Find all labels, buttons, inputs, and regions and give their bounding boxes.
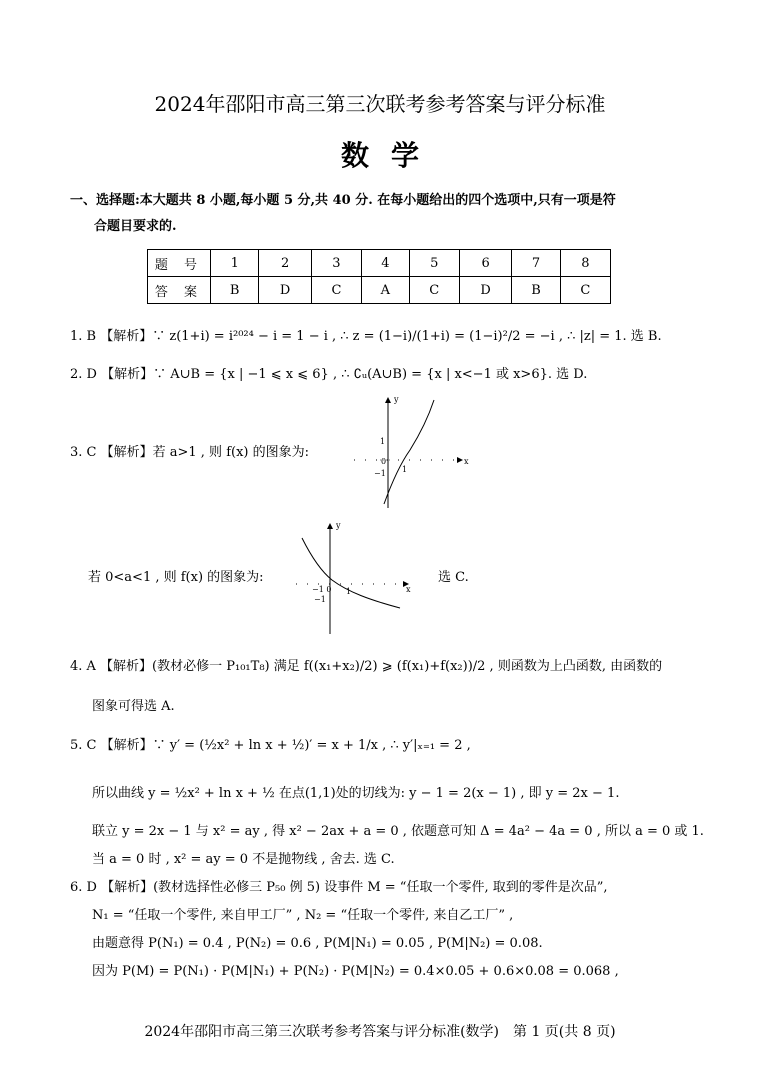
y-axis-label: y <box>336 521 341 530</box>
origin-label: −1 0 <box>312 585 332 594</box>
table-cell: 1 <box>211 250 259 277</box>
tick-label: −1 <box>314 595 326 604</box>
table-cell: B <box>211 277 259 304</box>
solution-q3-choice: 选 C. <box>438 570 469 585</box>
page-footer: 2024年邵阳市高三第三次联考参考答案与评分标准(数学) 第 1 页(共 8 页) <box>144 1024 616 1040</box>
x-axis-label: x <box>464 457 469 466</box>
exp-curve <box>384 400 434 504</box>
table-cell: 8 <box>560 250 610 277</box>
tick-label: 1 <box>380 437 386 446</box>
answer-table <box>147 249 611 304</box>
table-cell: A <box>362 277 410 304</box>
solution-q5-line4: 当 a = 0 时 , x² = ay = 0 不是抛物线 , 舍去. 选 C. <box>92 852 395 867</box>
table-row-answers <box>148 277 611 304</box>
table-cell: 6 <box>459 250 511 277</box>
solution-q4-line1: 4. A 【解析】(教材必修一 P₁₀₁T₈) 满足 f((x₁+x₂)/2) ⩾ (f(x₁)+f(x₂))/2 , 则函数为上凸函数, 由函数的 <box>70 659 663 674</box>
graph-exponential-decreasing <box>288 518 416 638</box>
solution-q6-line1: 6. D 【解析】(教材选择性必修三 P₅₀ 例 5) 设事件 M = “任取一个零件, 取到的零件是次品”, <box>70 880 608 895</box>
tick-label: 1 <box>346 587 352 596</box>
table-cell: 4 <box>362 250 410 277</box>
row-label-answer: 答 案 <box>148 277 211 304</box>
section-heading: 一、选择题:本大题共 8 小题,每小题 5 分,共 40 分. 在每小题给出的四个选项中,只有一项是符 <box>70 193 616 208</box>
y-axis-label: y <box>394 395 399 404</box>
section-heading-cont: 合题目要求的. <box>94 219 177 234</box>
solution-q6-line2: N₁ = “任取一个零件, 来自甲工厂” , N₂ = “任取一个零件, 来自乙工厂” , <box>92 908 514 923</box>
tick-label: −1 <box>374 469 386 478</box>
solution-q3-line1: 3. C 【解析】若 a>1 , 则 f(x) 的图象为: <box>70 445 309 460</box>
table-cell: C <box>311 277 361 304</box>
table-cell: 2 <box>259 250 311 277</box>
table-cell: D <box>259 277 311 304</box>
table-cell: C <box>409 277 459 304</box>
solution-q3-line2: 若 0<a<1 , 则 f(x) 的图象为: <box>88 570 264 585</box>
table-cell: D <box>459 277 511 304</box>
solution-q6-line4: 因为 P(M) = P(N₁) · P(M|N₁) + P(N₂) · P(M|N₂) = 0.4×0.05 + 0.6×0.08 = 0.068 , <box>92 964 619 979</box>
table-cell: B <box>512 277 560 304</box>
tick-label: 1 <box>402 465 408 474</box>
solution-q1: 1. B 【解析】∵ z(1+i) = i²⁰²⁴ − i = 1 − i , ∴ z = (1−i)/(1+i) = (1−i)²/2 = −i , ∴ |z| = 1. 选 B. <box>70 329 662 344</box>
table-cell: C <box>560 277 610 304</box>
graph-exponential-increasing <box>340 392 470 510</box>
origin-label: 0 <box>381 457 387 466</box>
solution-q4-line2: 图象可得选 A. <box>92 699 175 714</box>
document-title: 2024年邵阳市高三第三次联考参考答案与评分标准 <box>154 92 606 116</box>
table-cell: 7 <box>512 250 560 277</box>
subject-title: 数学 <box>340 139 441 172</box>
solution-q5-line3: 联立 y = 2x − 1 与 x² = ay , 得 x² − 2ax + a = 0 , 依题意可知 Δ = 4a² − 4a = 0 , 所以 a = 0 或 1. <box>92 824 704 839</box>
row-label-number: 题 号 <box>148 250 211 277</box>
table-row-numbers <box>148 250 611 277</box>
solution-q6-line3: 由题意得 P(N₁) = 0.4 , P(N₂) = 0.6 , P(M|N₁) = 0.05 , P(M|N₂) = 0.08. <box>92 936 543 951</box>
x-axis-label: x <box>406 585 411 594</box>
table-cell: 5 <box>409 250 459 277</box>
solution-q5-line1: 5. C 【解析】∵ y′ = (½x² + ln x + ½)′ = x + 1/x , ∴ y′|ₓ₌₁ = 2 , <box>70 738 471 753</box>
table-cell: 3 <box>311 250 361 277</box>
solution-q5-line2: 所以曲线 y = ½x² + ln x + ½ 在点(1,1)处的切线为: y − 1 = 2(x − 1) , 即 y = 2x − 1. <box>92 786 620 801</box>
solution-q2: 2. D 【解析】∵ A∪B = {x | −1 ⩽ x ⩽ 6} , ∴ ∁ᵤ(A∪B) = {x | x<−1 或 x>6}. 选 D. <box>70 367 588 382</box>
